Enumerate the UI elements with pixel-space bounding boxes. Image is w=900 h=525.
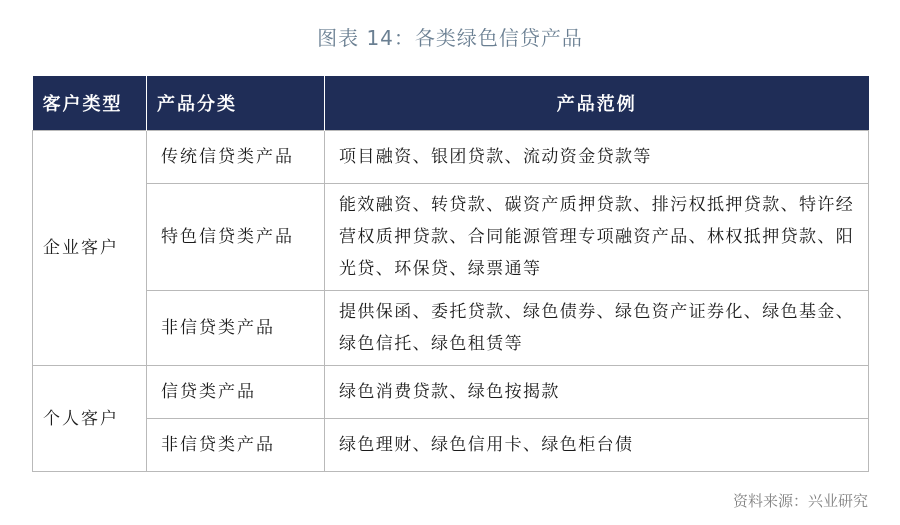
header-customer-type: 客户类型 — [33, 76, 147, 131]
product-category: 非信贷类产品 — [147, 291, 325, 366]
customer-type-enterprise: 企业客户 — [33, 131, 147, 366]
green-credit-products-table — [32, 76, 869, 472]
customer-type-individual: 个人客户 — [33, 366, 147, 472]
figure-title: 图表 14：各类绿色信贷产品 — [317, 26, 583, 50]
header-product-examples: 产品范例 — [325, 76, 869, 131]
product-category: 特色信贷类产品 — [147, 184, 325, 291]
source-note: 资料来源：兴业研究 — [732, 492, 868, 510]
product-examples: 项目融资、银团贷款、流动资金贷款等 — [325, 131, 869, 184]
table-row — [33, 184, 869, 291]
table-row — [33, 291, 869, 366]
table-row — [33, 131, 869, 184]
product-examples: 绿色消费贷款、绿色按揭款 — [325, 366, 869, 419]
product-examples: 绿色理财、绿色信用卡、绿色柜台债 — [325, 419, 869, 472]
header-product-category: 产品分类 — [147, 76, 325, 131]
table-row — [33, 366, 869, 419]
product-examples: 提供保函、委托贷款、绿色债券、绿色资产证券化、绿色基金、绿色信托、绿色租赁等 — [325, 291, 869, 366]
product-category: 非信贷类产品 — [147, 419, 325, 472]
product-category: 传统信贷类产品 — [147, 131, 325, 184]
product-examples: 能效融资、转贷款、碳资产质押贷款、排污权抵押贷款、特许经营权质押贷款、合同能源管理专项融资产品、林权抵押贷款、阳光贷、环保贷、绿票通等 — [325, 184, 869, 291]
table-row — [33, 419, 869, 472]
table-header-row — [33, 76, 869, 131]
product-category: 信贷类产品 — [147, 366, 325, 419]
